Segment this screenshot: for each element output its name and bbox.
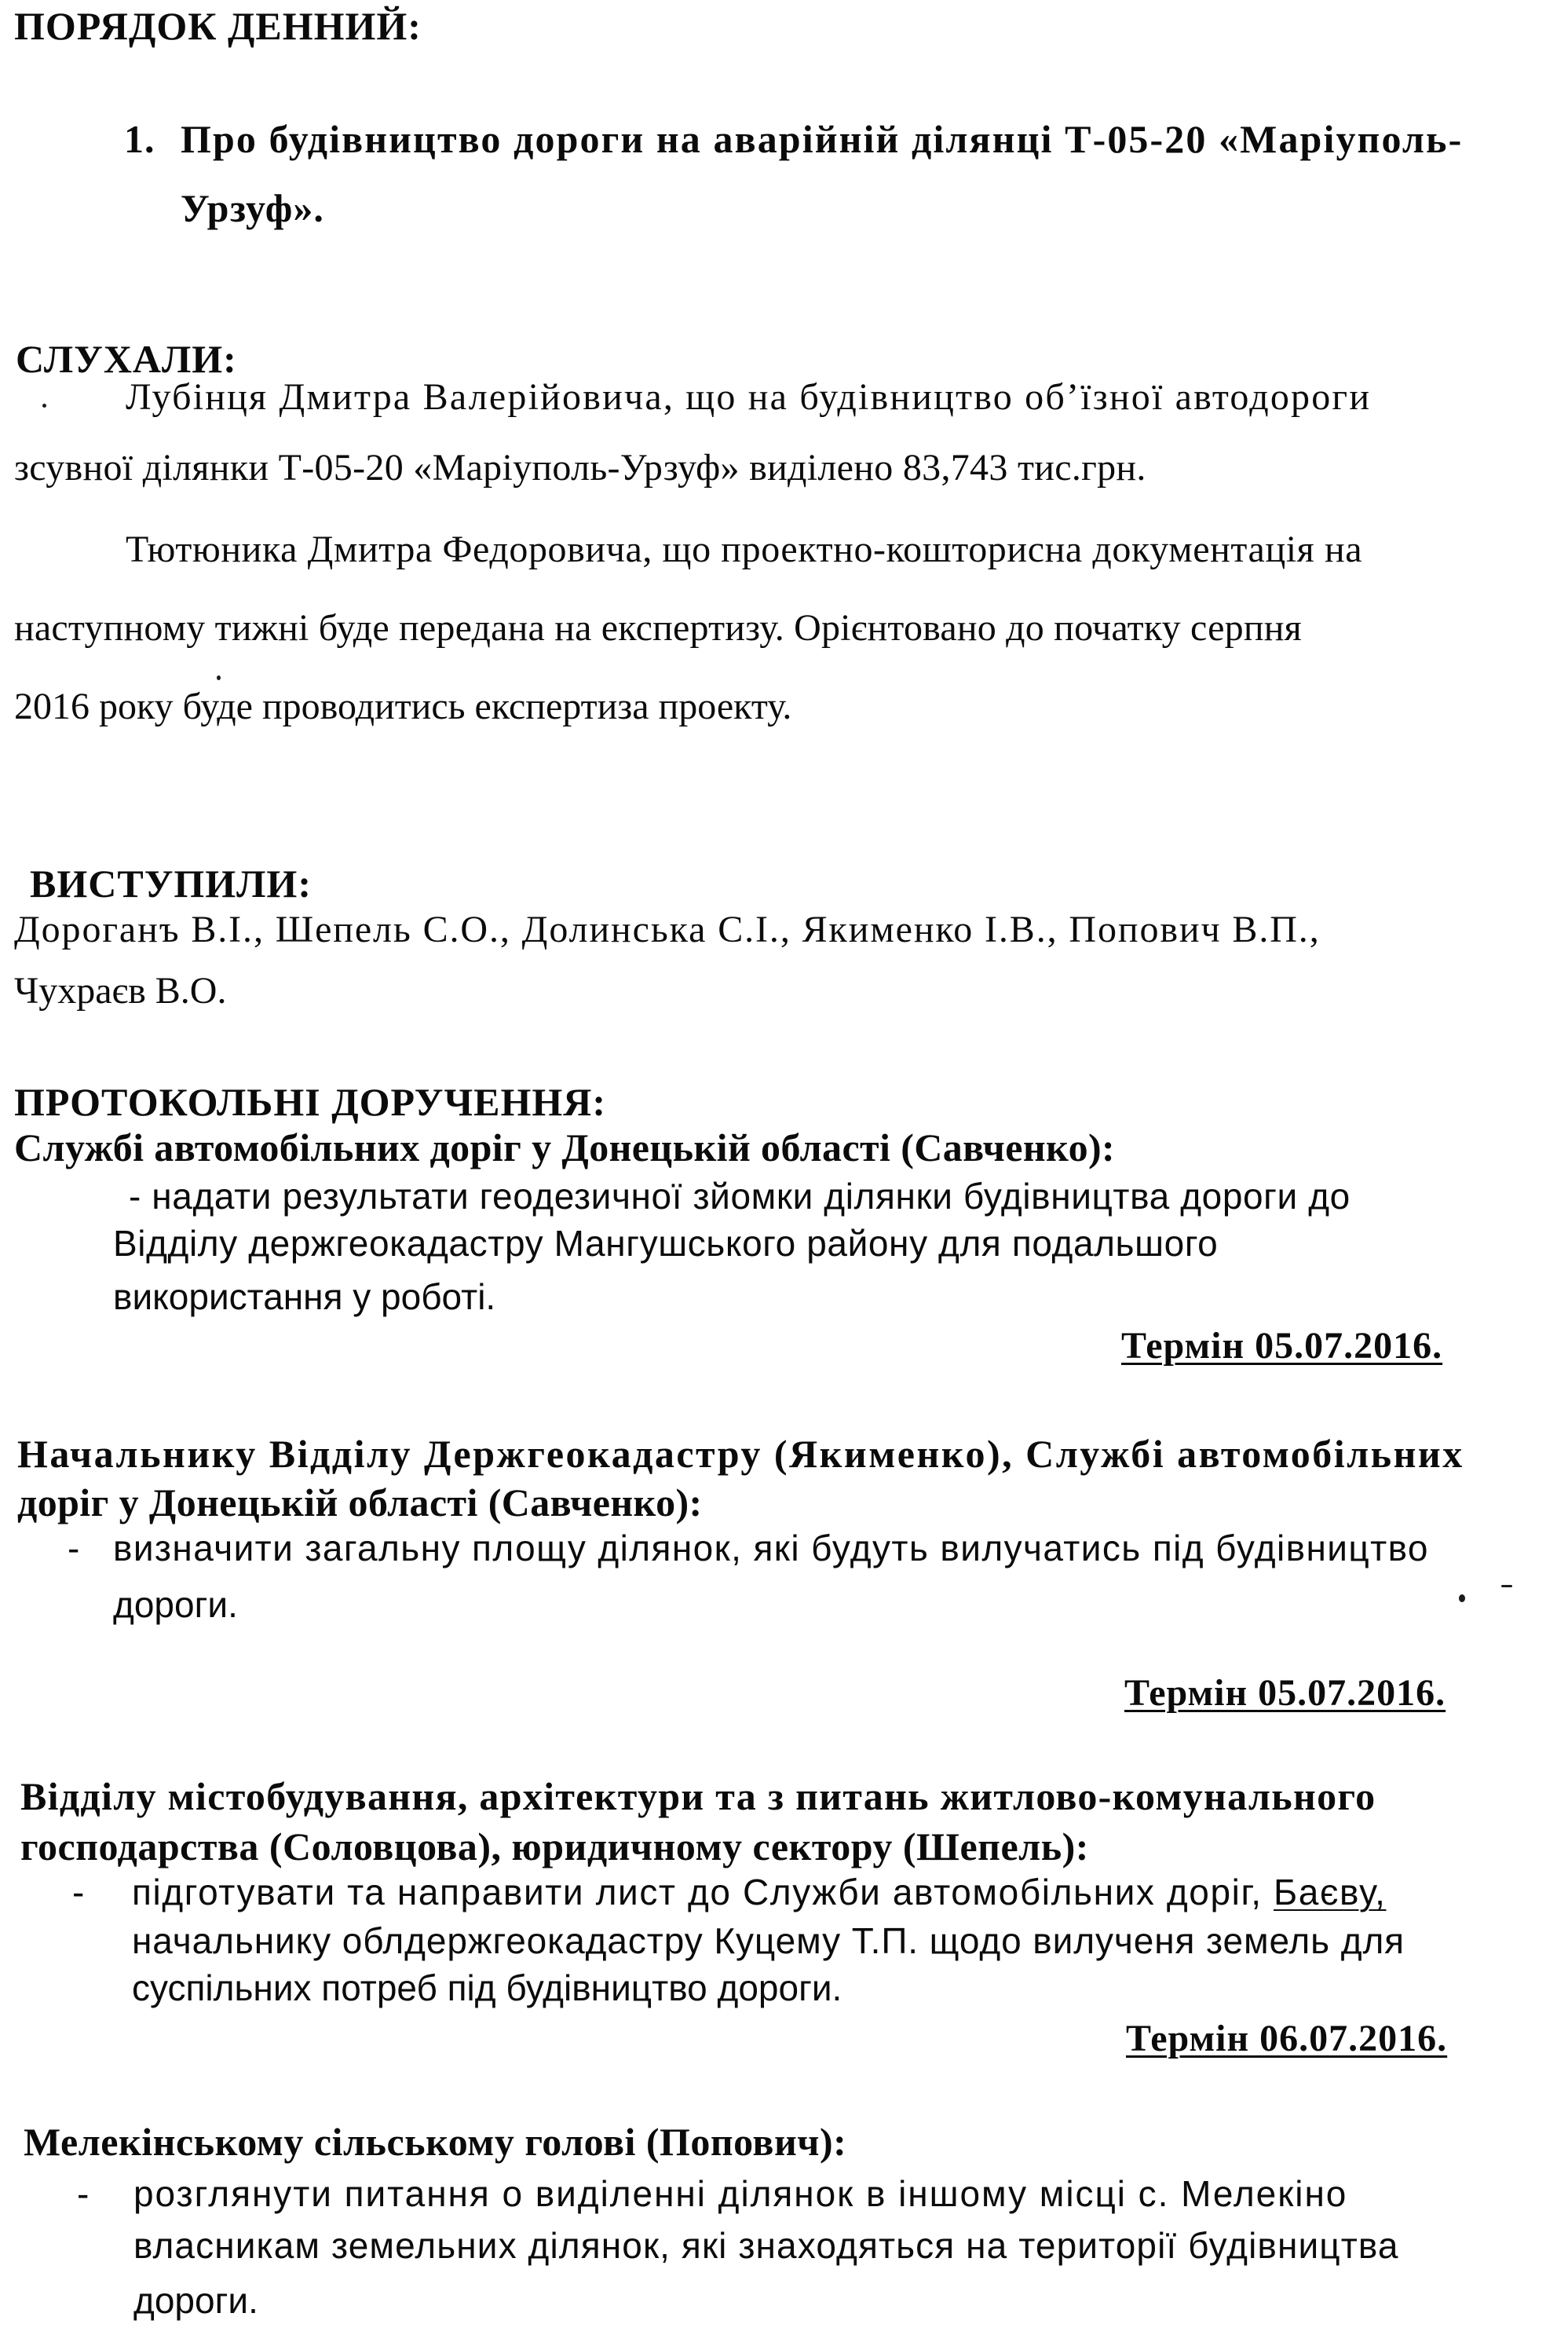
- order-2-dash: -: [68, 1528, 80, 1568]
- spoke-line-1: Дороганъ В.І., Шепель С.О., Долинська С.І., Якименко І.В., Попович В.П.,: [14, 909, 1321, 950]
- heard-paragraph-2-line-3: 2016 року буде проводитись експертиза проекту.: [14, 686, 792, 727]
- order-1-task-line-2: Відділу держгеокадастру Мангушського району для подальшого: [113, 1223, 1219, 1264]
- order-1-deadline: Термін 05.07.2016.: [1121, 1325, 1443, 1367]
- order-2-deadline: Термін 05.07.2016.: [1124, 1672, 1446, 1714]
- order-4-addressee: Мелекінському сільському голові (Попович):: [24, 2120, 847, 2164]
- spoke-line-2: Чухраєв В.О.: [14, 970, 227, 1012]
- order-3-dash: -: [72, 1872, 85, 1912]
- order-4-dash: -: [77, 2173, 90, 2214]
- agenda-item-line-2: Урзуф».: [181, 186, 324, 230]
- order-2-addressee-line-2: доріг у Донецькій області (Савченко):: [17, 1480, 703, 1524]
- agenda-item-text: Про будівництво дороги на аварійній ділянці Т-05-20 «Маріуполь-: [181, 117, 1464, 161]
- order-4-task-line-2: власникам земельних ділянок, які знаходяться на території будівництва: [133, 2225, 1399, 2266]
- order-2-task-line-2: дороги.: [113, 1584, 238, 1625]
- order-3-task-underlined-name: Баєву,: [1274, 1872, 1387, 1912]
- scan-speck: [217, 675, 221, 680]
- heard-heading: СЛУХАЛИ:: [16, 337, 237, 381]
- order-3-task-line-1: [132, 1874, 1386, 1910]
- order-4-task-line-1: розглянути питання о виділенні ділянок в іншому місці с. Мелекіно: [133, 2173, 1348, 2214]
- spoke-heading: ВИСТУПИЛИ:: [30, 862, 312, 906]
- scan-speck: [1459, 1594, 1465, 1602]
- scan-speck: [1501, 1585, 1512, 1587]
- order-3-task-line-2: начальнику облдержгеокадастру Куцему Т.П. щодо вилученя земель для: [132, 1920, 1405, 1961]
- order-3-deadline: Термін 06.07.2016.: [1126, 2018, 1448, 2059]
- order-3-task-line-1-text: підготувати та направити лист до Служби автомобільних доріг,: [132, 1872, 1274, 1912]
- order-4-task-line-3: дороги.: [133, 2280, 258, 2321]
- agenda-item-number: 1.: [124, 117, 155, 161]
- heard-paragraph-1-line-1: Лубінця Дмитра Валерійовича, що на будівництво об’їзної автодороги: [126, 376, 1372, 418]
- heard-paragraph-2-line-1: Тютюника Дмитра Федоровича, що проектно-кошторисна документація на: [126, 529, 1363, 570]
- order-1-task-line-1: - надати результати геодезичної зйомки ділянки будівництва дороги до: [129, 1176, 1351, 1217]
- order-1-task-line-3: використання у роботі.: [113, 1276, 496, 1317]
- order-1-addressee: Службі автомобільних доріг у Донецькій області (Савченко):: [14, 1125, 1116, 1169]
- order-3-task-line-3: суспільних потреб під будівництво дороги.: [132, 1967, 842, 2008]
- agenda-item-line-1: [181, 119, 1543, 159]
- order-3-addressee-line-1: Відділу містобудування, архітектури та з питань житлово-комунального: [20, 1774, 1376, 1818]
- scan-speck: [42, 404, 46, 408]
- order-2-task-line-1: визначити загальну площу ділянок, які будуть вилучатись під будівництво: [113, 1528, 1429, 1568]
- heard-paragraph-2-line-2: наступному тижні буде передана на експертизу. Орієнтовано до початку серпня: [14, 607, 1302, 649]
- agenda-heading: ПОРЯДОК ДЕННИЙ:: [14, 4, 422, 48]
- order-2-addressee-line-1: Начальнику Відділу Держгеокадастру (Якименко), Службі автомобільних: [17, 1432, 1464, 1476]
- heard-paragraph-1-line-2: зсувної ділянки Т-05-20 «Маріуполь-Урзуф» виділено 83,743 тис.грн.: [14, 447, 1146, 489]
- orders-heading: ПРОТОКОЛЬНІ ДОРУЧЕННЯ:: [14, 1080, 607, 1124]
- order-3-addressee-line-2: господарства (Соловцова), юридичному сектору (Шепель):: [20, 1824, 1089, 1868]
